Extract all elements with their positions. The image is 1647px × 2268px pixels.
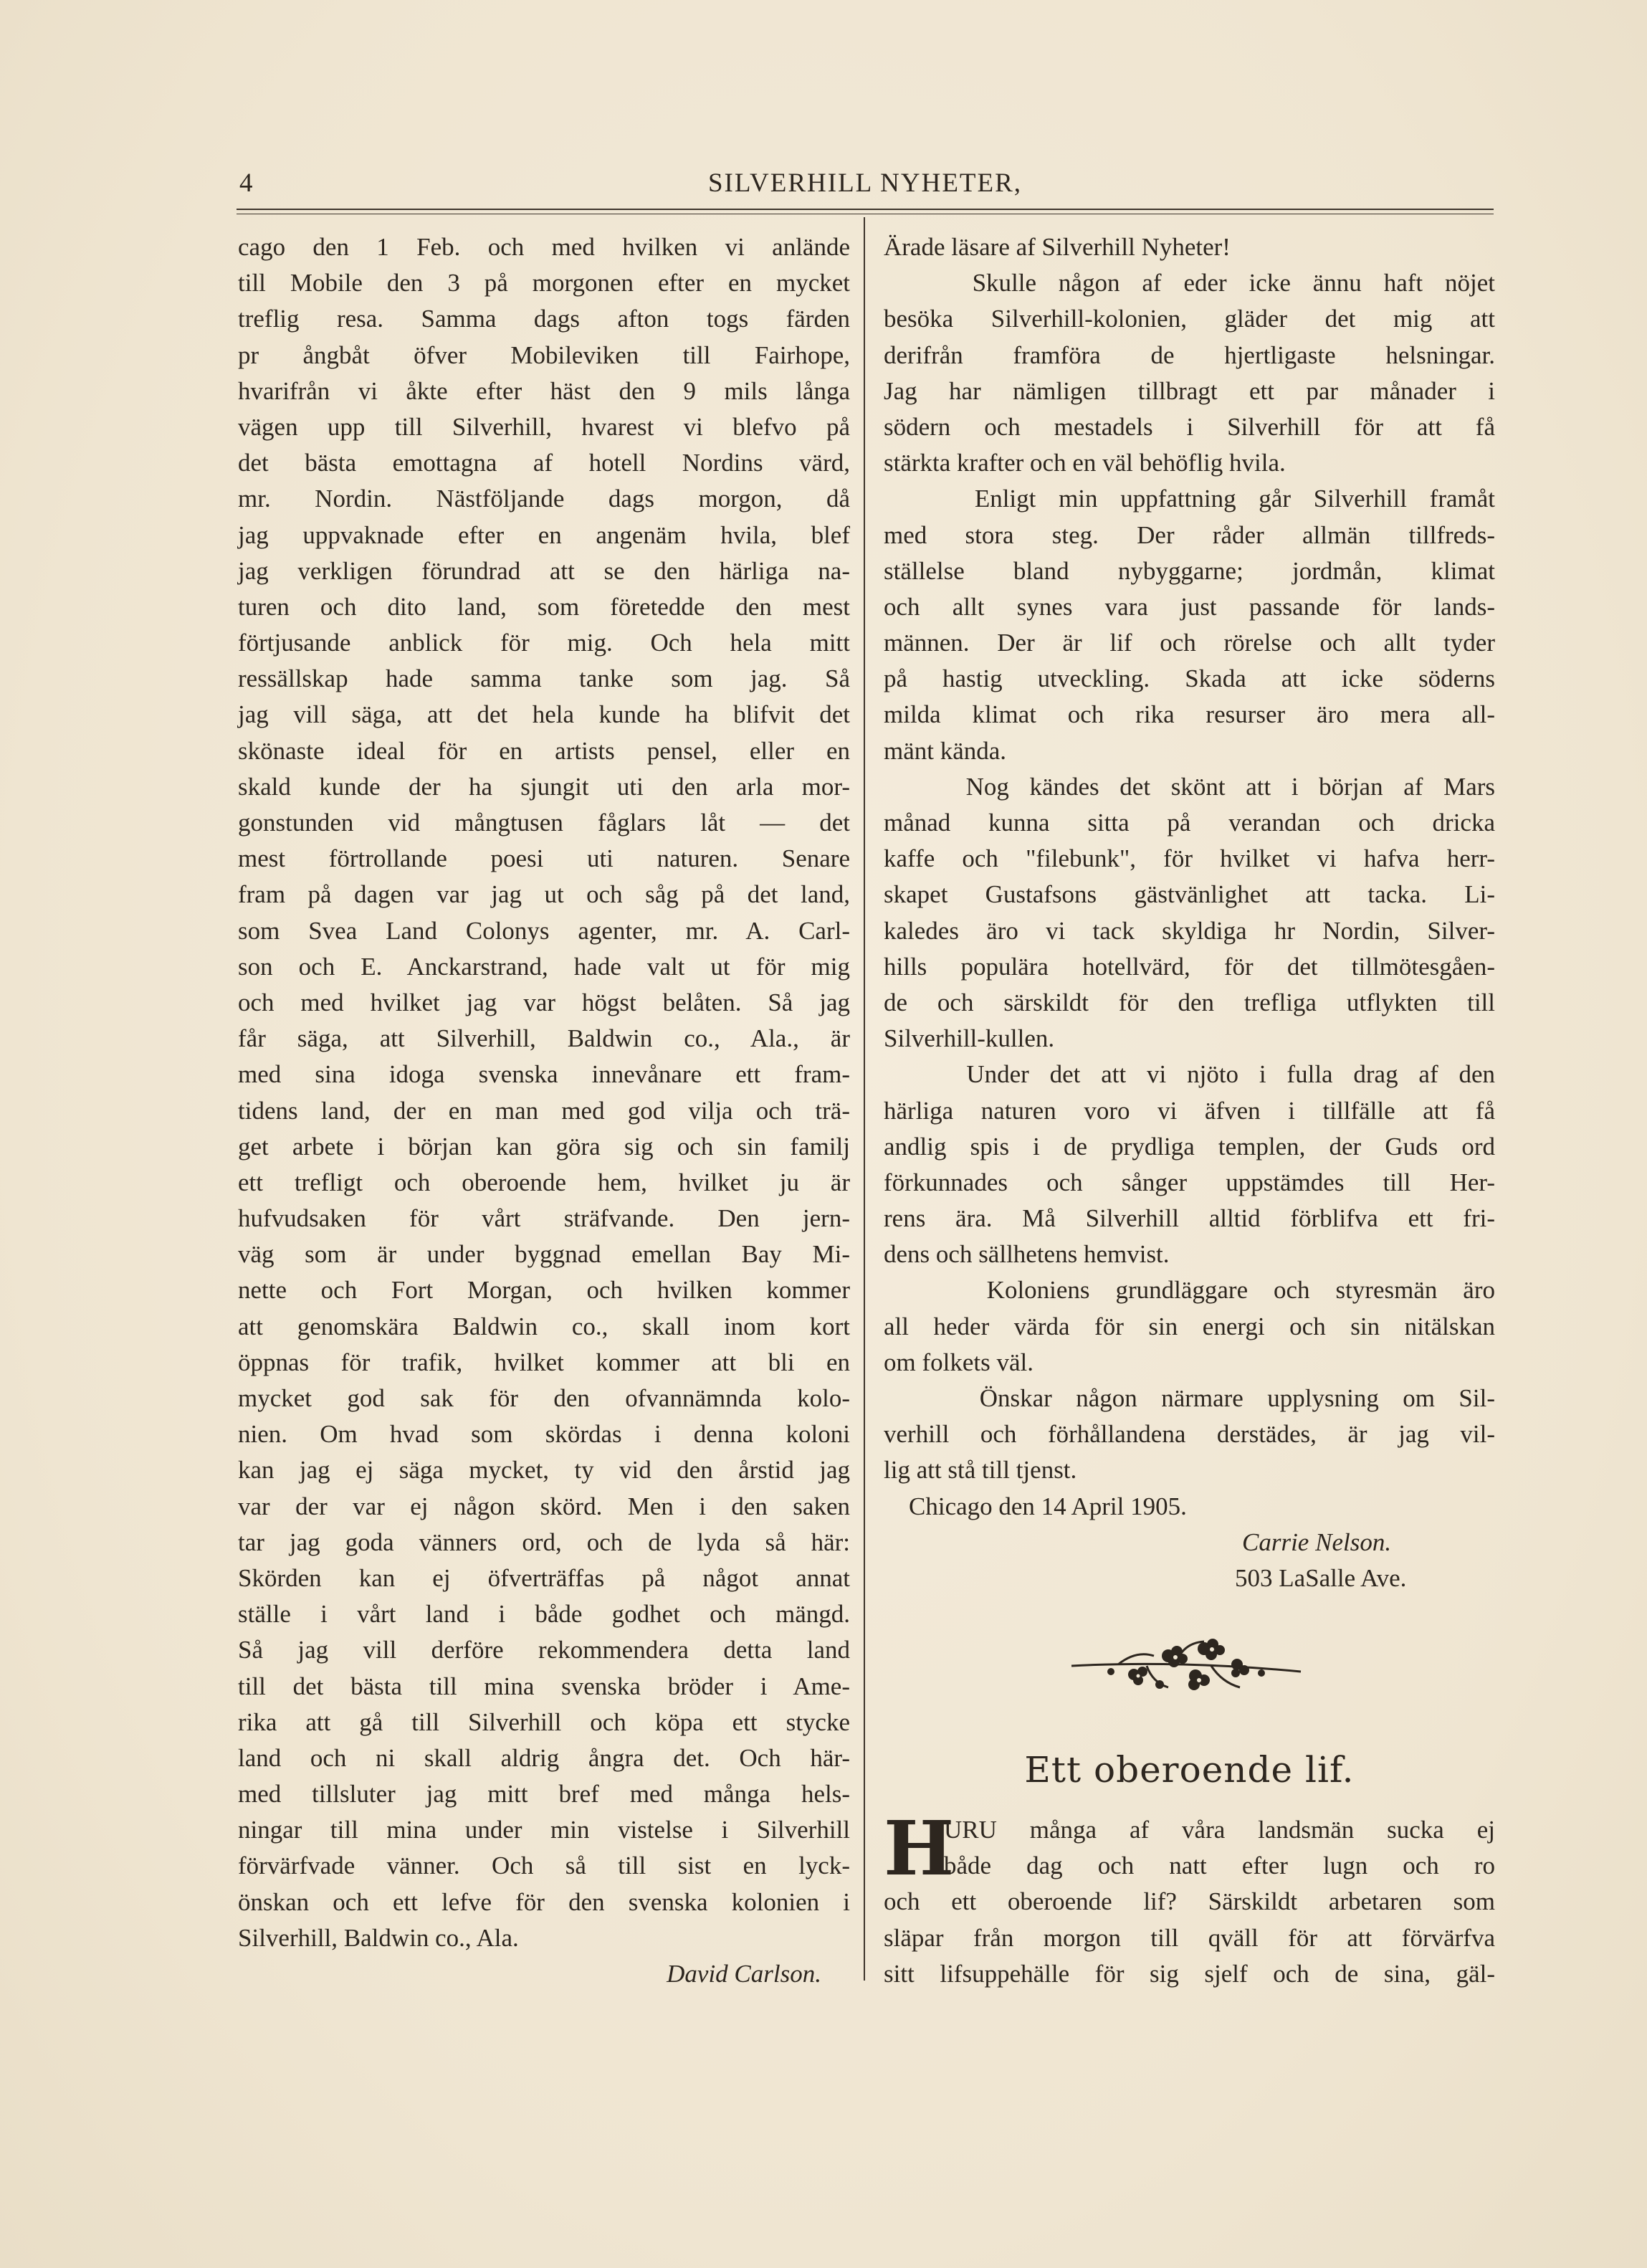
text-line: tar jag goda vänners ord, och de lyda så här: <box>238 1528 850 1556</box>
text-line: södern och mestadels i Silverhill för att få <box>884 412 1495 441</box>
signature: David Carlson. <box>667 1960 821 1988</box>
text-line: kaffe och "filebunk", för hvilket vi hafva herr- <box>884 844 1495 873</box>
signature-address: 503 LaSalle Ave. <box>1235 1563 1407 1592</box>
text-line: både dag och natt efter lugn och ro <box>944 1852 1495 1880</box>
text-line: Silverhill-kullen. <box>884 1024 1055 1053</box>
text-line: gonstunden vid mångtusen fåglars låt — det <box>238 809 850 837</box>
text-line: de och särskildt för den trefliga utflykten till <box>884 988 1495 1016</box>
text-line: nien. Om hvad som skördas i denna koloni <box>238 1420 850 1449</box>
text-line: mycket god sak för den ofvannämnda kolo- <box>238 1384 850 1412</box>
article-body <box>884 1804 1495 1992</box>
text-line: get arbete i början kan göra sig och sin familj <box>238 1132 850 1161</box>
text-line: dens och sällhetens hemvist. <box>884 1240 1170 1269</box>
text-line: Skörden kan ej öfverträffas på något annat <box>238 1563 850 1592</box>
text-line: nette och Fort Morgan, och hvilken kommer <box>238 1276 850 1305</box>
text-line: fram på dagen var jag ut och såg på det land, <box>238 880 850 909</box>
text-line: Silverhill, Baldwin co., Ala. <box>238 1923 519 1952</box>
text-line: kan jag ej säga mycket, ty vid den årstid jag <box>238 1456 850 1485</box>
text-line: mr. Nordin. Nästföljande dags morgon, då <box>238 485 850 513</box>
text-line: URU många af våra landsmän sucka ej <box>944 1816 1495 1844</box>
text-line: med stora steg. Der råder allmän tillfreds- <box>884 520 1495 549</box>
text-line: förkunnades och sånger uppstämdes till Her- <box>884 1168 1495 1196</box>
text-line: att genomskära Baldwin co., skall inom kort <box>238 1312 850 1340</box>
text-line: med sina idoga svenska innevånare ett fram- <box>238 1060 850 1089</box>
text-line: jag uppvaknade efter en angenäm hvila, blef <box>238 520 850 549</box>
text-line: pr ångbåt öfver Mobileviken till Fairhope, <box>238 340 850 369</box>
right-column <box>884 229 1495 1596</box>
text-line: väg som är under byggnad emellan Bay Mi- <box>238 1240 850 1269</box>
text-line: hufvudsaken för vårt sträfvande. Den jern- <box>238 1204 850 1233</box>
text-line: mänt kända. <box>884 736 1007 765</box>
text-line: all heder värda för sin energi och sin nitälskan <box>884 1312 1495 1340</box>
text-line: Under det att vi njöto i fulla drag af den <box>884 1060 1495 1089</box>
text-line: ställelse bland nybyggarne; jordmån, klimat <box>884 556 1495 585</box>
text-line: rens ära. Må Silverhill alltid förblifva ett fri- <box>884 1204 1495 1233</box>
text-line: var der var ej någon skörd. Men i den saken <box>238 1492 850 1520</box>
text-line: förvärfvade vänner. Och så till sist en lyck- <box>238 1852 850 1880</box>
text-line: kaledes äro vi tack skyldiga hr Nordin, Silver- <box>884 916 1495 945</box>
text-line: männen. Der är lif och rörelse och allt tyder <box>884 629 1495 657</box>
text-line: som Svea Land Colonys agenter, mr. A. Carl- <box>238 916 850 945</box>
text-line: med tillsluter jag mitt bref med många hels- <box>238 1780 850 1809</box>
text-line: och med hvilket jag var högst belåten. Så jag <box>238 988 850 1016</box>
text-line: ningar till mina under min vistelse i Silverhill <box>238 1816 850 1844</box>
text-line: Ärade läsare af Silverhill Nyheter! <box>884 233 1231 261</box>
left-column <box>238 229 850 1992</box>
text-line: hvarifrån vi åkte efter häst den 9 mils långa <box>238 376 850 405</box>
text-line: får säga, att Silverhill, Baldwin co., Ala., är <box>238 1024 850 1053</box>
floral-ornament-icon <box>1068 1621 1304 1700</box>
text-line: besöka Silverhill-kolonien, gläder det mig att <box>884 305 1495 333</box>
text-line: skald kunde der ha sjungit uti den arla mor- <box>238 772 850 801</box>
text-line: på hastig utveckling. Skada att icke söderns <box>884 664 1495 693</box>
page-number: 4 <box>239 168 254 198</box>
text-line: tidens land, der en man med god vilja och trä- <box>238 1096 850 1125</box>
header-rule <box>237 209 1494 210</box>
text-line: sitt lifsuppehälle för sig sjelf och de sina, gäl- <box>884 1959 1495 1988</box>
text-line: Koloniens grundläggare och styresmän äro <box>884 1276 1495 1305</box>
drop-cap: H <box>884 1804 955 1892</box>
text-line: och ett oberoende lif? Särskildt arbetaren som <box>884 1887 1495 1916</box>
text-line: treflig resa. Samma dags afton togs färden <box>238 305 850 333</box>
text-line: och allt synes vara just passande för lands- <box>884 592 1495 621</box>
text-line: Skulle någon af eder icke ännu haft nöjet <box>884 269 1495 297</box>
text-line: andlig spis i de prydliga templen, der Guds ord <box>884 1132 1495 1161</box>
signature: Carrie Nelson. <box>1242 1528 1392 1556</box>
text-line: till Mobile den 3 på morgonen efter en mycket <box>238 269 850 297</box>
text-line: om folkets väl. <box>884 1348 1033 1376</box>
text-line: skönaste ideal för en artists pensel, eller en <box>238 736 850 765</box>
text-line: Chicago den 14 April 1905. <box>884 1492 1187 1520</box>
text-line: turen och dito land, som företedde den mest <box>238 592 850 621</box>
text-line: derifrån framföra de hjertligaste helsningar. <box>884 340 1495 369</box>
text-line: Så jag vill derföre rekommendera detta land <box>238 1636 850 1664</box>
text-line: till det bästa till mina svenska bröder i Ame- <box>238 1672 850 1700</box>
text-line: Önskar någon närmare upplysning om Sil- <box>884 1384 1495 1412</box>
text-line: ressällskap hade samma tanke som jag. Så <box>238 664 850 693</box>
text-line: vägen upp till Silverhill, hvarest vi blefvo på <box>238 412 850 441</box>
publication-title: SILVERHILL NYHETER, <box>707 168 1023 198</box>
text-line: släpar från morgon till qväll för att förvärfva <box>884 1923 1495 1952</box>
text-line: månad kunna sitta på verandan och dricka <box>884 809 1495 837</box>
text-line: jag vill säga, att det hela kunde ha blifvit det <box>238 700 850 729</box>
text-line: land och ni skall aldrig ångra det. Och här- <box>238 1743 850 1772</box>
page-header <box>237 166 1494 209</box>
text-line: Nog kändes det skönt att i början af Mars <box>884 772 1495 801</box>
text-line: son och E. Anckarstrand, hade valt ut för mig <box>238 952 850 981</box>
text-line: hills populära hotellvärd, för det tillmötesgåen- <box>884 952 1495 981</box>
text-line: verhill och förhållandena derstädes, är jag vil- <box>884 1420 1495 1449</box>
column-divider <box>864 217 865 1981</box>
text-line: Enligt min uppfattning går Silverhill framåt <box>884 485 1495 513</box>
article-title: Ett oberoende lif. <box>1024 1749 1355 1791</box>
text-line: ställe i vårt land i både godhet och mängd. <box>238 1600 850 1629</box>
text-line: önskan och ett lefve för den svenska kolonien i <box>238 1887 850 1916</box>
text-line: härliga naturen voro vi äfven i tillfälle att få <box>884 1096 1495 1125</box>
text-line: skapet Gustafsons gästvänlighet att tacka. Li- <box>884 880 1495 909</box>
text-line: stärkta krafter och en väl behöflig hvila. <box>884 449 1286 477</box>
text-line: jag verkligen förundrad att se den härliga na- <box>238 556 850 585</box>
text-line: öppnas för trafik, hvilket kommer att bli en <box>238 1348 850 1376</box>
text-line: mest förtrollande poesi uti naturen. Senare <box>238 844 850 873</box>
text-line: rika att gå till Silverhill och köpa ett stycke <box>238 1707 850 1736</box>
text-line: lig att stå till tjenst. <box>884 1456 1077 1485</box>
text-line: förtjusande anblick för mig. Och hela mitt <box>238 629 850 657</box>
text-line: cago den 1 Feb. och med hvilken vi anlände <box>238 233 850 261</box>
text-line: ett trefligt och oberoende hem, hvilket ju är <box>238 1168 850 1196</box>
text-line: milda klimat och rika resurser äro mera all- <box>884 700 1495 729</box>
text-line: Jag har nämligen tillbragt ett par månader i <box>884 376 1495 405</box>
text-line: det bästa emottagna af hotell Nordins värd, <box>238 449 850 477</box>
